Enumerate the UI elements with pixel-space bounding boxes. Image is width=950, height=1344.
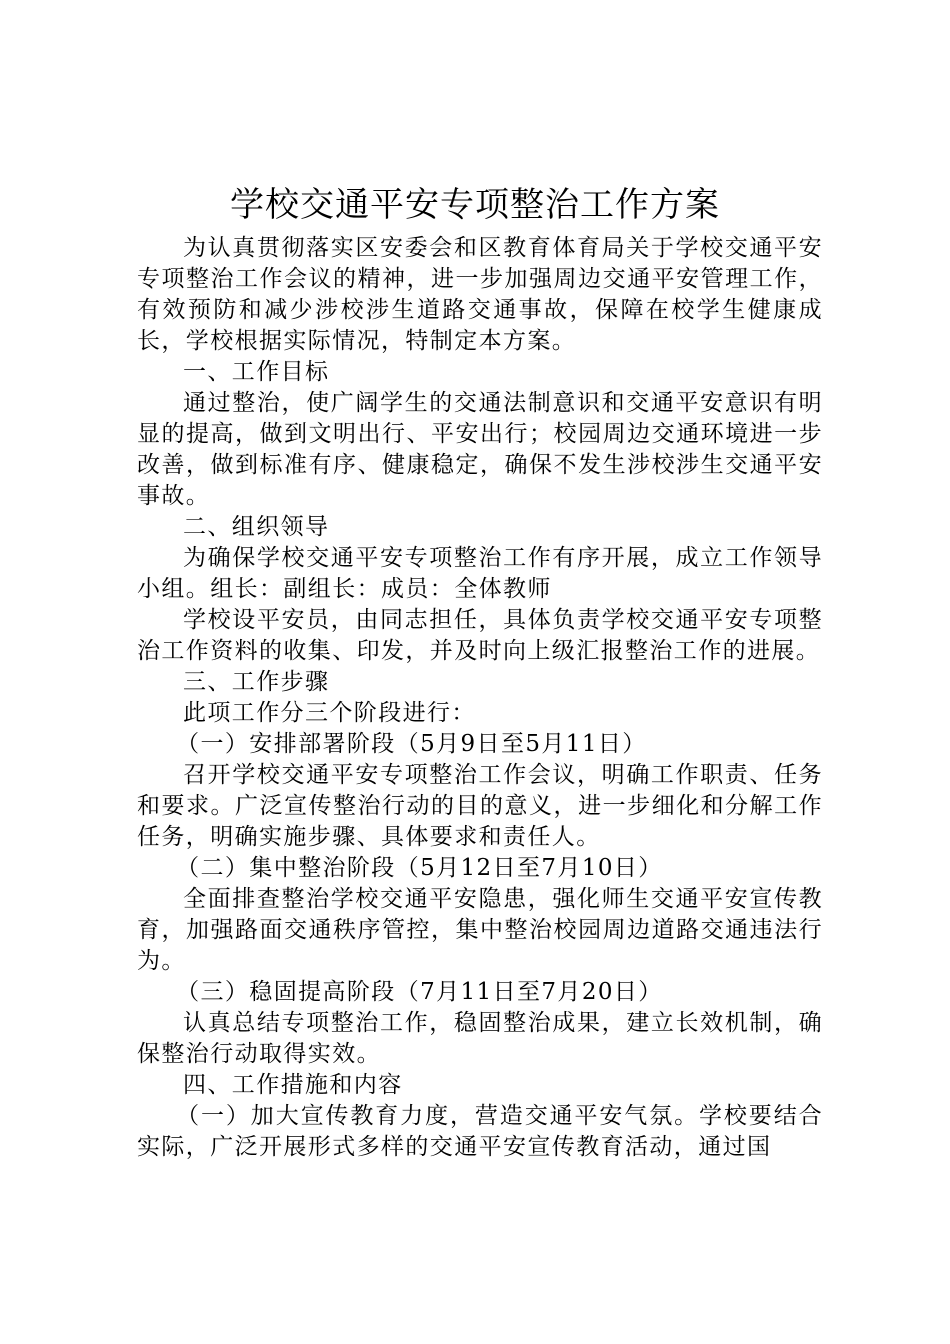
stage-one-heading: （一）安排部署阶段（5月9日至5月11日） xyxy=(176,731,647,757)
section-heading-measures: 四、工作措施和内容 xyxy=(183,1072,403,1098)
document-title: 学校交通平安专项整治工作方案 xyxy=(230,185,720,225)
safety-officer-paragraph: 学校设平安员，由同志担任，具体负责学校交通平安专项整治工作资料的收集、印发，并及时向上级汇报整治工作的进展。 xyxy=(137,607,823,664)
section-heading-organization: 二、组织领导 xyxy=(183,514,330,540)
stage-two-paragraph: 全面排查整治学校交通平安隐患，强化师生交通平安宣传教育，加强路面交通秩序管控，集中整治校园周边道路交通违法行为。 xyxy=(137,886,823,974)
document-body xyxy=(137,233,823,1163)
measures-paragraph-one: （一）加大宣传教育力度，营造交通平安气氛。学校要结合实际，广泛开展形式多样的交通平安宣传教育活动，通过国 xyxy=(137,1103,823,1160)
steps-intro-paragraph: 此项工作分三个阶段进行： xyxy=(183,700,476,726)
stage-three-paragraph: 认真总结专项整治工作，稳固整治成果，建立长效机制，确保整治行动取得实效。 xyxy=(137,1010,823,1067)
stage-three-heading: （三）稳固提高阶段（7月11日至7月20日） xyxy=(176,979,663,1005)
stage-one-paragraph: 召开学校交通平安专项整治工作会议，明确工作职责、任务和要求。广泛宣传整治行动的目的意义，进一步细化和分解工作任务，明确实施步骤、具体要求和责任人。 xyxy=(137,762,823,850)
stage-two-heading: （二）集中整治阶段（5月12日至7月10日） xyxy=(176,855,663,881)
intro-paragraph: 为认真贯彻落实区安委会和区教育体育局关于学校交通平安专项整治工作会议的精神，进一步加强周边交通平安管理工作，有效预防和减少涉校涉生道路交通事故，保障在校学生健康成长，学校根据实际情况，特制定本方案。 xyxy=(137,235,823,354)
organization-paragraph: 为确保学校交通平安专项整治工作有序开展，成立工作领导小组。组长：副组长：成员：全体教师 xyxy=(137,545,823,602)
section-heading-steps: 三、工作步骤 xyxy=(183,669,330,695)
goals-paragraph: 通过整治，使广阔学生的交通法制意识和交通平安意识有明显的提高，做到文明出行、平安出行；校园周边交通环境进一步改善，做到标准有序、健康稳定，确保不发生涉校涉生交通平安事故。 xyxy=(137,390,823,509)
section-heading-goals: 一、工作目标 xyxy=(183,359,330,385)
